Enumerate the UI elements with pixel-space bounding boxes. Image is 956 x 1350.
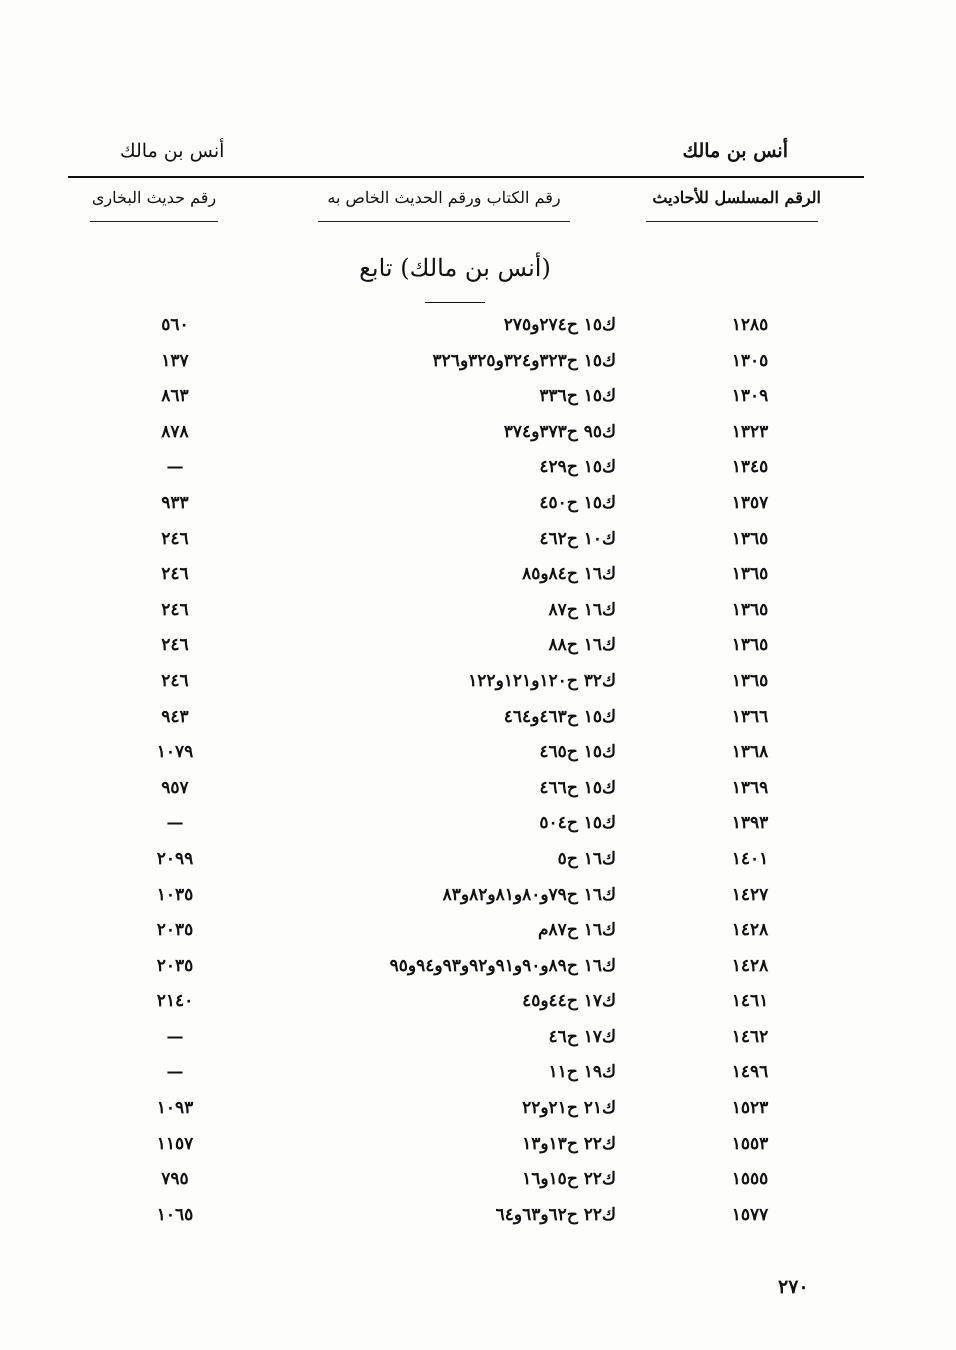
section-title: (أنس بن مالك) تابع [359, 254, 551, 282]
bukhari-number-cell: ٩٣٣ [161, 492, 189, 513]
serial-number-cell: ١٣٦٥ [731, 599, 769, 620]
serial-number-cell: ١٣٥٧ [731, 492, 769, 513]
bukhari-number-cell: ١١٥٧ [156, 1133, 194, 1154]
book-hadith-ref-cell: ك١٥ ح٢٧٤و٢٧٥ [503, 315, 616, 335]
serial-number-cell: ١٣٦٥ [731, 635, 769, 656]
book-hadith-ref-cell: ك٩٥ ح٣٧٣و٣٧٤ [503, 421, 616, 442]
bukhari-number-cell: ٨٧٨ [161, 421, 189, 442]
table-row [0, 486, 956, 522]
serial-number-cell: ١٢٨٥ [731, 315, 769, 335]
table-row [0, 379, 956, 415]
column-underline-book-hadith [318, 221, 570, 222]
book-hadith-ref-cell: ك١٦ ح٨٨ [548, 635, 616, 656]
serial-number-cell: ١٣٦٥ [731, 564, 769, 585]
serial-number-cell: ١٣٩٣ [731, 813, 769, 834]
book-hadith-ref-cell: ك١٥ ح٤٥٠ [539, 492, 616, 513]
bukhari-number-cell: ١٠٣٥ [156, 884, 194, 905]
table-row [0, 806, 956, 842]
header-rule [68, 176, 864, 178]
table-row [0, 557, 956, 593]
table-row [0, 984, 956, 1020]
table-row [0, 1020, 956, 1056]
page-number: ٢٧٠ [778, 1276, 809, 1298]
serial-number-cell: ١٣٠٥ [731, 350, 769, 371]
bukhari-number-cell: ١٠٦٥ [156, 1204, 194, 1225]
column-header-book-hadith: رقم الكتاب ورقم الحديث الخاص به [327, 188, 561, 207]
table-row [0, 344, 956, 380]
bukhari-number-cell: ٨٦٣ [161, 386, 189, 407]
book-hadith-ref-cell: ك٣٢ ح١٢٠و١٢١و١٢٢ [468, 670, 616, 691]
book-hadith-ref-cell: ك١٦ ح٨٧م [538, 920, 616, 941]
serial-number-cell: ١٣٦٩ [731, 777, 769, 798]
bukhari-number-cell: ٢١٤٠ [156, 991, 194, 1012]
serial-number-cell: ١٣٦٥ [731, 528, 769, 549]
bukhari-number-cell: ٥٦٠ [161, 315, 189, 335]
table-row [0, 878, 956, 914]
book-hadith-ref-cell: ك٢٢ ح١٥و١٦ [522, 1169, 616, 1190]
serial-number-cell: ١٣٦٦ [731, 706, 769, 727]
book-hadith-ref-cell: ك١٦ ح٥ [557, 848, 616, 869]
book-hadith-ref-cell: ك١٥ ح٥٠٤ [539, 813, 616, 834]
bukhari-number-cell: — [166, 1062, 184, 1083]
book-hadith-ref-cell: ك١٥ ح٤٦٥ [539, 742, 616, 763]
bukhari-number-cell: — [166, 1026, 184, 1047]
bukhari-number-cell: ٢٠٣٥ [156, 955, 194, 976]
column-header-serial: الرقم المسلسل للأحاديث [652, 188, 821, 207]
serial-number-cell: ١٥٥٥ [731, 1169, 769, 1190]
table-row [0, 842, 956, 878]
serial-number-cell: ١٤٩٦ [731, 1062, 769, 1083]
serial-number-cell: ١٤٢٨ [731, 955, 769, 976]
serial-number-cell: ١٤٦١ [731, 991, 769, 1012]
table-row [0, 1091, 956, 1127]
bukhari-number-cell: — [166, 813, 184, 834]
book-hadith-ref-cell: ك١٧ ح٤٤و٤٥ [522, 991, 616, 1012]
book-hadith-ref-cell: ك٢٢ ح١٣و١٣ [522, 1133, 616, 1154]
book-hadith-ref-cell: ك١٦ ح٨٩و٩٠و٩١و٩٢و٩٣و٩٤و٩٥ [389, 955, 616, 976]
bukhari-number-cell: ٢٤٦ [161, 635, 189, 656]
table-row [0, 771, 956, 807]
table-row [0, 628, 956, 664]
table-row [0, 522, 956, 558]
table-row [0, 700, 956, 736]
hadith-index-table [0, 308, 956, 1233]
bukhari-number-cell: ٢٤٦ [161, 564, 189, 585]
table-row [0, 1055, 956, 1091]
table-row [0, 913, 956, 949]
running-header-left: أنس بن مالك [120, 140, 225, 162]
bukhari-number-cell: ٧٩٥ [161, 1169, 189, 1190]
serial-number-cell: ١٤٢٨ [731, 920, 769, 941]
table-row [0, 308, 956, 344]
bukhari-number-cell: ١٣٧ [161, 350, 189, 371]
column-underline-bukhari [90, 221, 218, 222]
table-row [0, 664, 956, 700]
serial-number-cell: ١٣٦٥ [731, 670, 769, 691]
book-hadith-ref-cell: ك١٠ ح٤٦٢ [539, 528, 616, 549]
book-hadith-ref-cell: ك٢٢ ح٦٢و٦٣و٦٤ [495, 1204, 616, 1225]
book-hadith-ref-cell: ك١٥ ح٤٢٩ [539, 457, 616, 478]
table-row [0, 593, 956, 629]
book-hadith-ref-cell: ك١٥ ح٤٦٦ [539, 777, 616, 798]
bukhari-number-cell: ٢٤٦ [161, 599, 189, 620]
table-row [0, 1127, 956, 1163]
book-hadith-ref-cell: ك١٥ ح٤٦٣و٤٦٤ [503, 706, 616, 727]
book-hadith-ref-cell: ك١٦ ح٨٧ [548, 599, 616, 620]
book-hadith-ref-cell: ك١٩ ح١١ [548, 1062, 616, 1083]
serial-number-cell: ١٤٠١ [731, 848, 769, 869]
bukhari-number-cell: ٩٥٧ [161, 777, 189, 798]
bukhari-number-cell: ١٠٩٣ [156, 1098, 194, 1119]
book-hadith-ref-cell: ك١٥ ح٣٣٦ [539, 386, 616, 407]
serial-number-cell: ١٣٠٩ [731, 386, 769, 407]
bukhari-number-cell: ٢٤٦ [161, 670, 189, 691]
bukhari-number-cell: ٩٤٣ [161, 706, 189, 727]
serial-number-cell: ١٣٦٨ [731, 742, 769, 763]
bukhari-number-cell: — [166, 457, 184, 478]
table-row [0, 415, 956, 451]
book-hadith-ref-cell: ك١٧ ح٤٦ [548, 1026, 616, 1047]
book-hadith-ref-cell: ك٢١ ح٢١و٢٢ [522, 1098, 616, 1119]
serial-number-cell: ١٤٦٢ [731, 1026, 769, 1047]
bukhari-number-cell: ٢٠٩٩ [156, 848, 194, 869]
book-hadith-ref-cell: ك١٦ ح٧٩و٨٠و٨١و٨٢و٨٣ [442, 884, 616, 905]
serial-number-cell: ١٤٢٧ [731, 884, 769, 905]
bukhari-number-cell: ٢٤٦ [161, 528, 189, 549]
bukhari-number-cell: ١٠٧٩ [156, 742, 194, 763]
serial-number-cell: ١٥٢٣ [731, 1098, 769, 1119]
section-title-underline [425, 302, 485, 303]
serial-number-cell: ١٣٤٥ [731, 457, 769, 478]
book-hadith-ref-cell: ك١٦ ح٨٤و٨٥ [522, 564, 616, 585]
bukhari-number-cell: ٢٠٣٥ [156, 920, 194, 941]
table-row [0, 1198, 956, 1234]
table-row [0, 949, 956, 985]
column-underline-serial [646, 221, 818, 222]
book-hadith-ref-cell: ك١٥ ح٣٢٣و٣٢٤و٣٢٥و٣٢٦ [432, 350, 616, 371]
table-row [0, 735, 956, 771]
column-header-bukhari: رقم حديث البخارى [91, 188, 217, 207]
running-header-right: أنس بن مالك [682, 140, 788, 162]
table-row [0, 450, 956, 486]
serial-number-cell: ١٣٢٣ [731, 421, 769, 442]
table-row [0, 1162, 956, 1198]
serial-number-cell: ١٥٧٧ [731, 1204, 769, 1225]
serial-number-cell: ١٥٥٣ [731, 1133, 769, 1154]
